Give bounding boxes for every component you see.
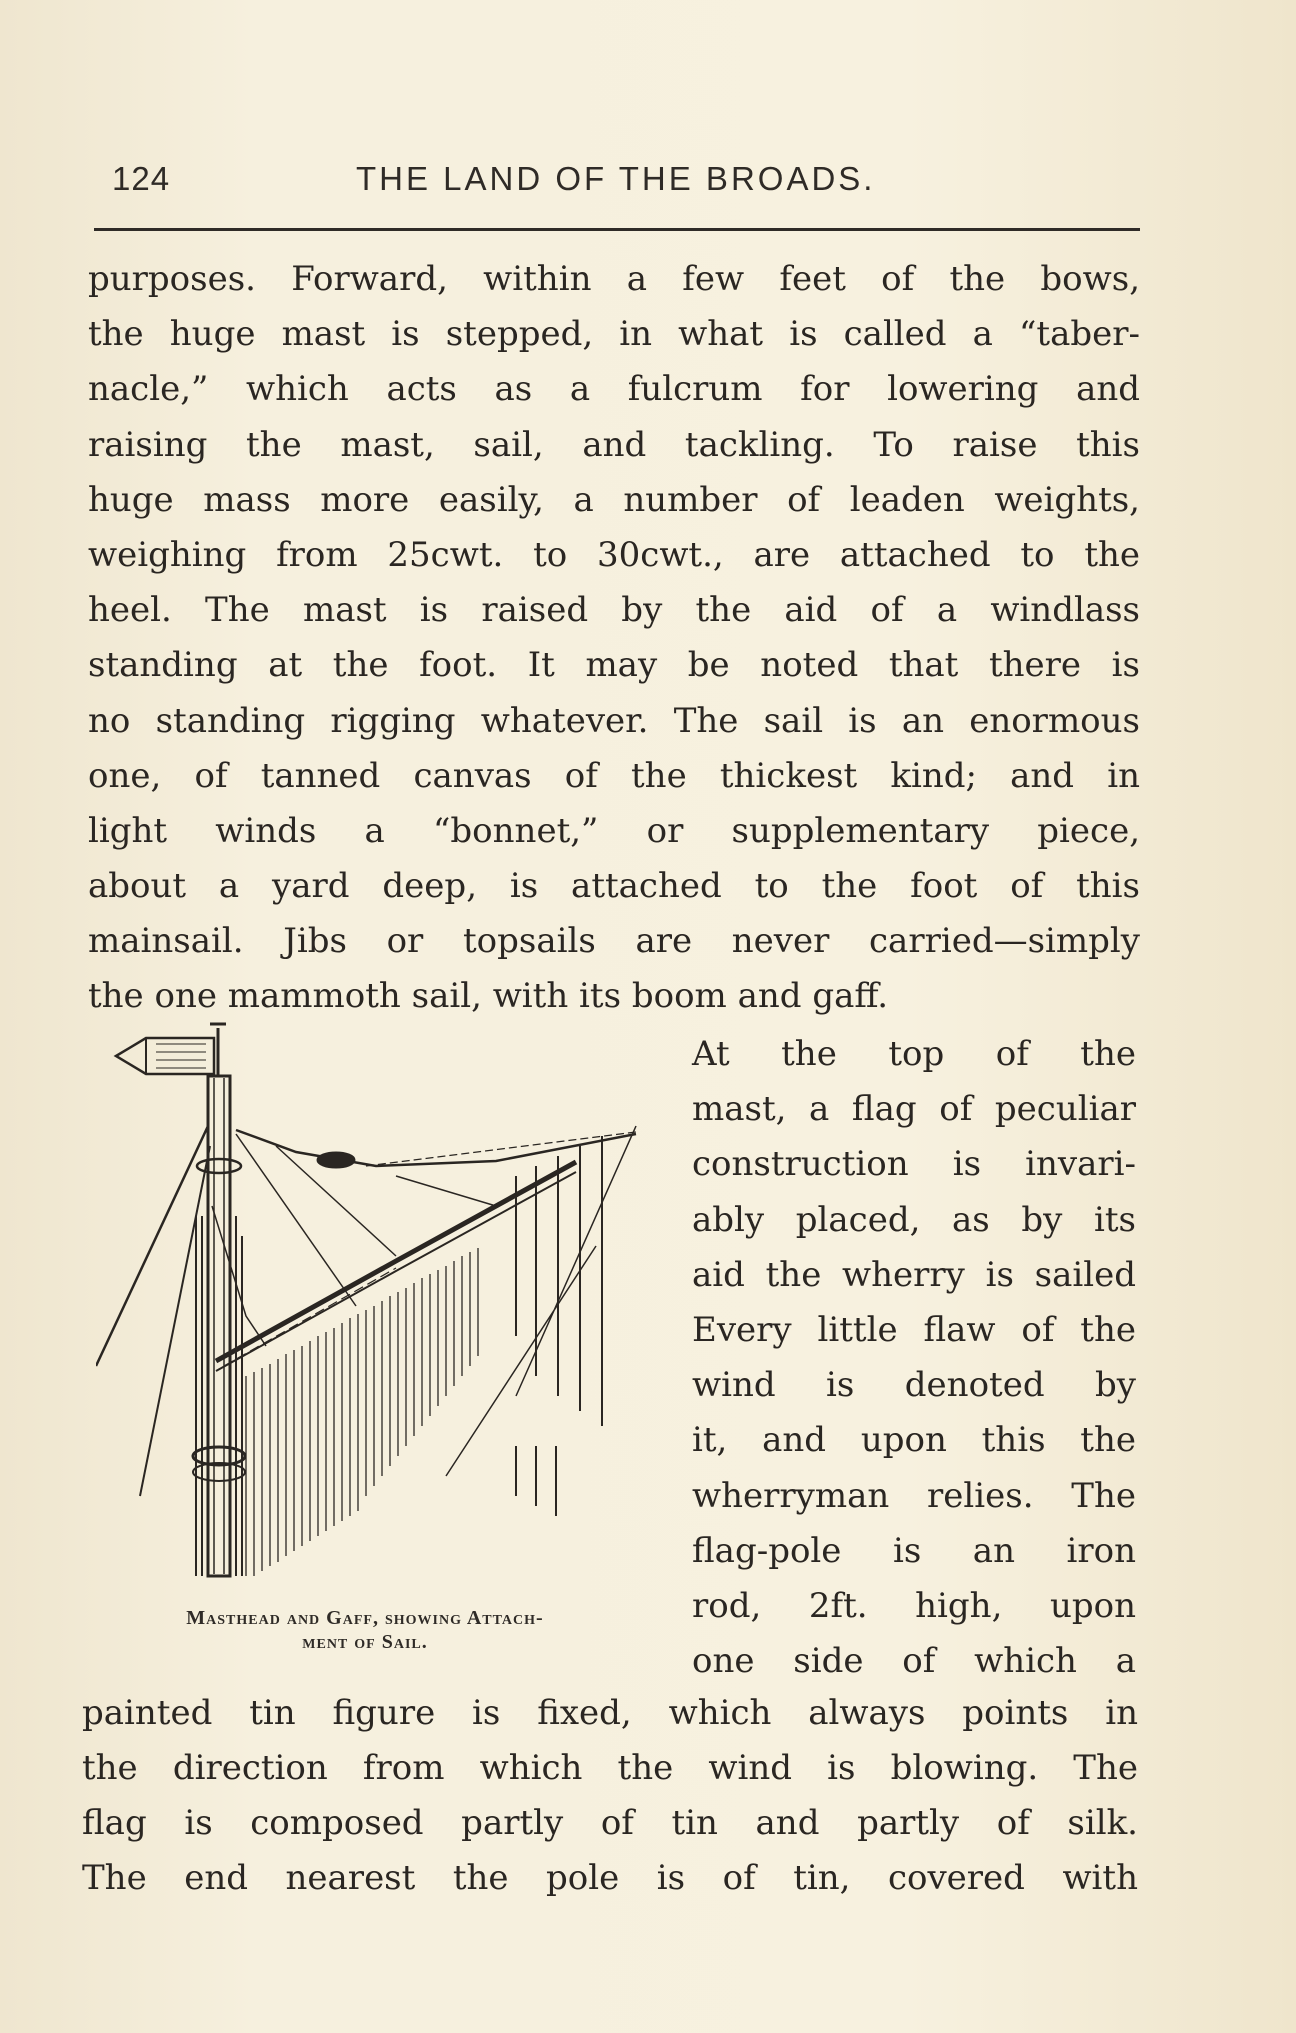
caption-line: Masthead and Gaff, showing Attach- (186, 1607, 544, 1629)
text-line: the direction from which the wind is blowing. The (82, 1748, 1138, 1788)
caption-line: ment of Sail. (302, 1631, 428, 1653)
text-line: weighing from 25cwt. to 30cwt., are attached to the (88, 534, 1140, 575)
figure-caption (80, 1606, 650, 1654)
masthead-gaff-illustration (96, 1016, 656, 1596)
text-line: mainsail. Jibs or topsails are never carried—simply (88, 921, 1140, 962)
text-line: the huge mast is stepped, in what is called a “taber- (88, 314, 1140, 355)
text-line: wherryman relies. The (692, 1475, 1136, 1516)
continued-paragraph (82, 1686, 1138, 1906)
wrapped-paragraph (692, 1027, 1136, 1689)
text-line: purposes. Forward, within a few feet of the bows, (88, 259, 1140, 299)
text-line: mast, a flag of peculiar (692, 1089, 1136, 1130)
running-title: THE LAND OF THE BROADS. (356, 160, 876, 197)
text-line: about a yard deep, is attached to the foot of this (88, 866, 1140, 907)
text-line: wind is denoted by (692, 1365, 1136, 1406)
text-line: rod, 2ft. high, upon (692, 1585, 1136, 1626)
text-line: heel. The mast is raised by the aid of a windlass (88, 590, 1140, 631)
text-line: ably placed, as by its (692, 1199, 1136, 1240)
header-rule (94, 228, 1140, 231)
text-line: nacle,” which acts as a fulcrum for lowering and (88, 369, 1140, 410)
text-line: it, and upon this the (692, 1420, 1136, 1461)
page-number: 124 (112, 160, 171, 197)
text-line: light winds a “bonnet,” or supplementary piece, (88, 810, 1140, 851)
text-line: The end nearest the pole is of tin, covered with (82, 1858, 1138, 1898)
text-line: standing at the foot. It may be noted that there is (88, 645, 1140, 686)
text-line: painted tin figure is fixed, which always points in (82, 1693, 1138, 1733)
text-line: construction is invari- (692, 1144, 1136, 1185)
text-line: the one mammoth sail, with its boom and gaff. (88, 976, 889, 1017)
text-line: Every little flaw of the (692, 1309, 1136, 1350)
text-line: flag-pole is an iron (692, 1530, 1136, 1571)
text-line: no standing rigging whatever. The sail is an enormous (88, 700, 1140, 741)
text-line: At the top of the (692, 1034, 1136, 1074)
text-line: raising the mast, sail, and tackling. To raise this (88, 424, 1140, 465)
text-line: aid the wherry is sailed (692, 1254, 1136, 1295)
page-header (112, 160, 1142, 210)
main-paragraph (88, 252, 1140, 1025)
text-line: one, of tanned canvas of the thickest kind; and in (88, 755, 1140, 796)
text-line: flag is composed partly of tin and partly of silk. (82, 1803, 1138, 1843)
text-line: huge mass more easily, a number of leaden weights, (88, 479, 1140, 520)
text-line: one side of which a (692, 1641, 1136, 1682)
